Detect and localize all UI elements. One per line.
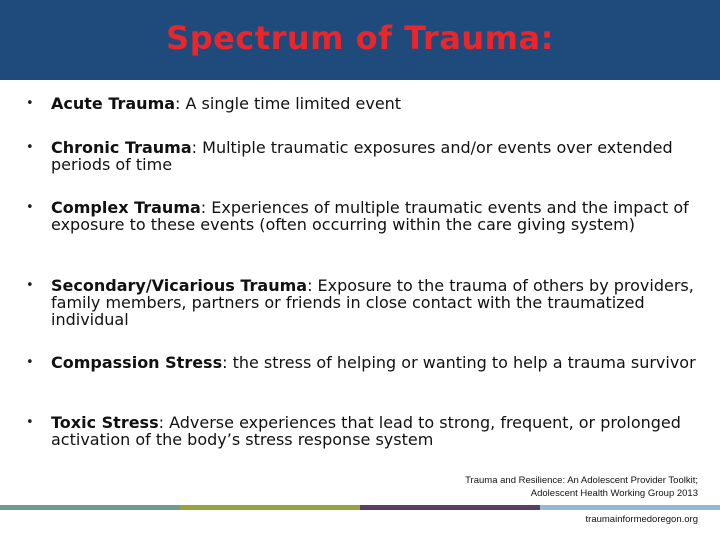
list-item-text <box>51 95 696 112</box>
bullet-icon: • <box>26 415 34 430</box>
bar-segment <box>180 505 360 510</box>
bar-segment <box>360 505 540 510</box>
list-item-text <box>51 139 696 173</box>
list-item-text <box>51 277 696 328</box>
term-label: Chronic Trauma <box>51 138 192 157</box>
list-item-compassion <box>26 354 696 371</box>
bullet-icon: • <box>26 96 34 111</box>
list-item-secondary <box>26 277 696 328</box>
term-description: : Experiences of multiple traumatic events and the impact of exposure to these events (often occurring within the care giving system) <box>51 198 689 234</box>
bullet-icon: • <box>26 355 34 370</box>
bar-segment <box>540 505 720 510</box>
citation-line: Adolescent Health Working Group 2013 <box>530 488 698 499</box>
list-item-text <box>51 414 696 448</box>
list-item-acute <box>26 95 696 112</box>
bullet-icon: • <box>26 200 34 215</box>
term-label: Complex Trauma <box>51 198 201 217</box>
list-item-text <box>51 354 696 371</box>
citation-line: Trauma and Resilience: An Adolescent Provider Toolkit; <box>465 475 698 486</box>
term-label: Secondary/Vicarious Trauma <box>51 276 308 295</box>
term-description: : A single time limited event <box>175 94 402 113</box>
citation <box>465 474 698 500</box>
slide-title: Spectrum of Trauma: <box>166 19 554 57</box>
term-description: : Exposure to the trauma of others by providers, family members, partners or friends in close contact with the traumatized individual <box>51 276 694 329</box>
website-label: traumainformedoregon.org <box>585 514 698 525</box>
list-item-complex <box>26 199 696 233</box>
term-description: : the stress of helping or wanting to help a trauma survivor <box>222 353 696 372</box>
term-label: Compassion Stress <box>51 353 223 372</box>
footer-color-bar <box>0 505 720 510</box>
bar-segment <box>0 505 180 510</box>
list-item-toxic <box>26 414 696 448</box>
title-banner <box>0 0 720 80</box>
bullet-icon: • <box>26 278 34 293</box>
list-item-chronic <box>26 139 696 173</box>
term-description: : Adverse experiences that lead to strong, frequent, or prolonged activation of the body’s stress response system <box>51 413 681 449</box>
term-description: : Multiple traumatic exposures and/or events over extended periods of time <box>51 138 673 174</box>
bullet-icon: • <box>26 140 34 155</box>
list-item-text <box>51 199 696 233</box>
term-label: Acute Trauma <box>51 94 176 113</box>
term-label: Toxic Stress <box>51 413 159 432</box>
